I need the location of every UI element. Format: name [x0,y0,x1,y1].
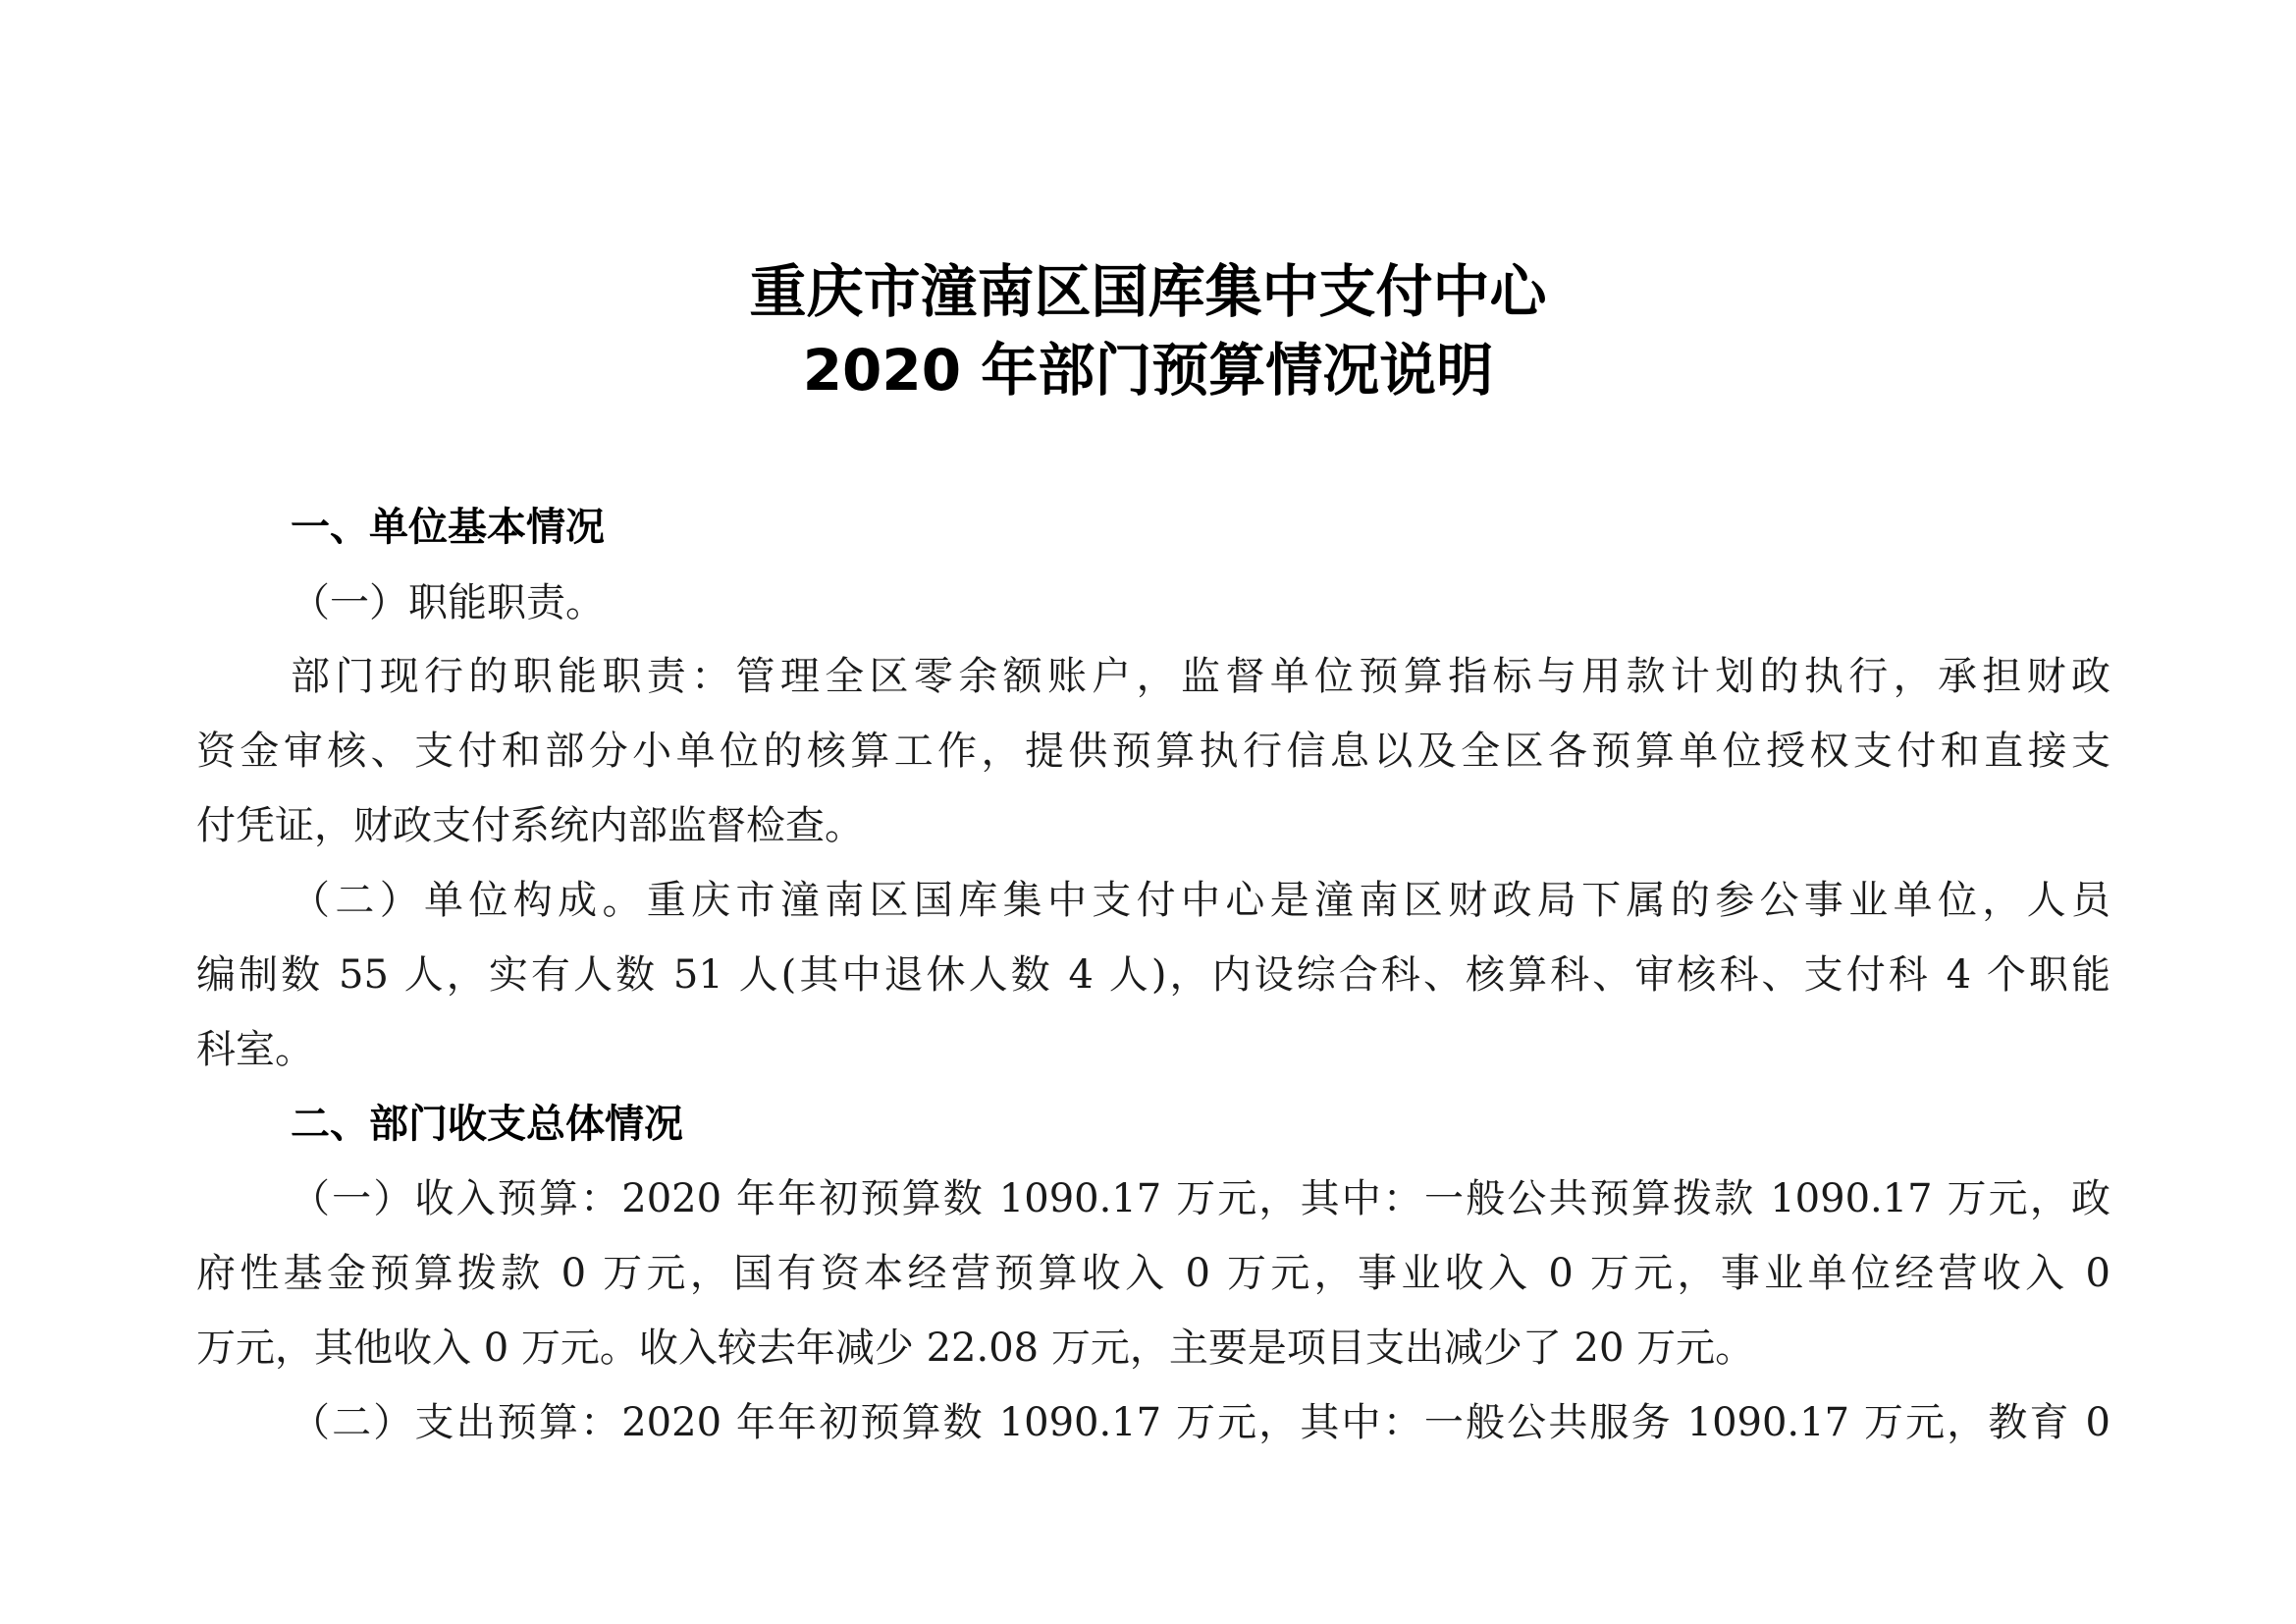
section2-income-line2: 府性基金预算拨款 0 万元，国有资本经营预算收入 0 万元，事业收入 0 万元，事业单位经营收入 0 [196,1251,2110,1296]
section1-sub1-para-line1: 部门现行的职能职责：管理全区零余额账户，监督单位预算指标与用款计划的执行，承担财政 [291,654,2110,699]
section1-sub1-para-line3: 付凭证，财政支付系统内部监督检查。 [196,803,864,848]
section1-sub1-para-line2: 资金审核、支付和部分小单位的核算工作，提供预算执行信息以及全区各预算单位授权支付和直接支 [196,729,2110,774]
section1-sub1-heading: （一）职能职责。 [291,580,605,625]
section2-income-line3: 万元，其他收入 0 万元。收入较去年减少 22.08 万元，主要是项目支出减少了 20 万元。 [196,1326,1755,1371]
section1-heading: 一、单位基本情况 [291,505,605,550]
document-title-line2: 2020 年部门预算情况说明 [802,337,1494,404]
section2-income-line1: （一）收入预算：2020 年年初预算数 1090.17 万元，其中：一般公共预算拨款 1090.17 万元，政 [291,1176,2110,1221]
section1-sub2-line2: 编制数 55 人，实有人数 51 人(其中退休人数 4 人)，内设综合科、核算科、审核科、支付科 4 个职能 [196,952,2110,998]
section1-sub2-line3: 科室。 [196,1027,314,1072]
section2-heading: 二、部门收支总体情况 [291,1102,683,1147]
section2-expense-line1: （二）支出预算：2020 年年初预算数 1090.17 万元，其中：一般公共服务 1090.17 万元，教育 0 [291,1400,2110,1445]
document-title-line1: 重庆市潼南区国库集中支付中心 [749,258,1547,325]
section1-sub2-line1: （二）单位构成。重庆市潼南区国库集中支付中心是潼南区财政局下属的参公事业单位，人员 [291,878,2110,923]
